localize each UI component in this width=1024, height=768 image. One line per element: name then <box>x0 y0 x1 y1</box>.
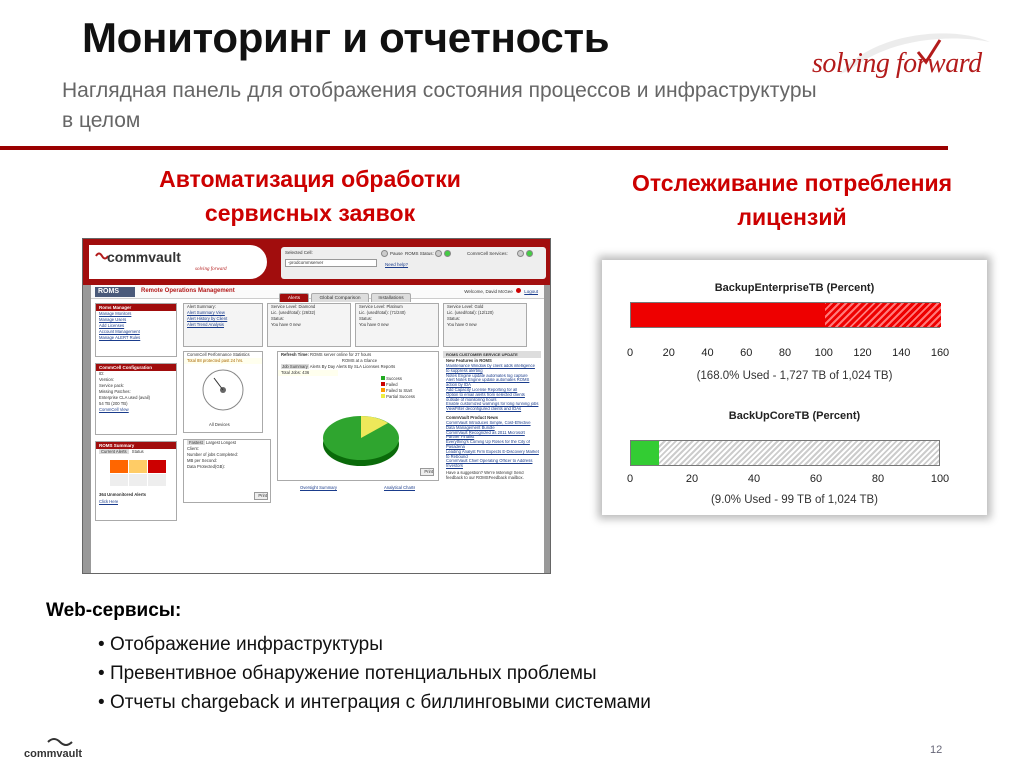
glance-title: ROMS at a Glance <box>341 358 378 363</box>
roms-logo: ROMS <box>95 287 135 297</box>
status-label: Status: <box>447 316 461 321</box>
account-management-link[interactable]: Account Management <box>99 329 140 334</box>
need-help-link[interactable]: Need help? <box>385 262 409 267</box>
tick-label: 20 <box>662 347 675 359</box>
tick-label: 60 <box>809 473 823 485</box>
tick-label: 40 <box>701 347 714 359</box>
roms-manager-header: Roms Manager <box>96 304 176 311</box>
news-column <box>443 351 541 571</box>
alert-cell[interactable] <box>110 460 128 473</box>
tab-reports[interactable]: Reports <box>380 364 396 369</box>
selected-cell-select[interactable]: -prodcommserver <box>285 259 377 267</box>
services-indicator <box>517 250 524 257</box>
news-item[interactable]: Enable customized warnings for long running jobs <box>446 402 539 407</box>
alert-cell[interactable] <box>148 460 166 473</box>
footer-logo <box>24 736 114 762</box>
commcell-view-link[interactable]: CommCell View <box>99 407 129 412</box>
perf-note: Total 88 protected past 24 hrs. <box>184 358 262 364</box>
lic-value: (12/120) <box>477 310 494 315</box>
commcell-config-header: CommCell Configuration <box>96 364 176 371</box>
service-level-label: Service Level: <box>271 304 298 309</box>
lic-label: Lic. (used/total): <box>271 310 301 315</box>
tick-label: 140 <box>892 347 911 359</box>
brand-logo <box>800 24 1000 80</box>
chart-title-core: BackUpCoreTB (Percent) <box>728 410 861 422</box>
all-devices-label: All Devices <box>209 422 230 427</box>
ticks-core <box>626 473 950 485</box>
refresh-time-label: Refresh Time: <box>281 352 309 357</box>
legend-failed: Failed <box>386 382 398 387</box>
usage-note-core: (9.0% Used - 99 TB of 1,024 TB) <box>710 494 879 506</box>
alert-grid <box>110 460 166 486</box>
perf-stats-panel <box>183 351 263 433</box>
alert-cell[interactable] <box>129 474 147 487</box>
roms-summary-tabs <box>96 449 176 455</box>
click-here-link[interactable]: Click Here <box>99 499 119 504</box>
suggestion-text: Have a suggestion? We're listening! Send feedback to our ROMSFeedback mailbox. <box>446 470 524 480</box>
commvault-mark-icon <box>46 736 74 748</box>
tab-alerts[interactable]: Alerts <box>279 293 309 302</box>
welcome-user: Welcome, David McGee <box>464 289 513 294</box>
lic-label: Lic. (used/total): <box>359 310 389 315</box>
tab-global-comparison[interactable]: Global Comparison <box>311 293 369 302</box>
product-news-item[interactable]: Everything's Coming Up Roses for the City of Pasadena <box>446 440 530 449</box>
logout-link[interactable]: Logout <box>524 289 538 294</box>
roms-screenshot <box>82 238 551 574</box>
data-protected-label: Data Protected(GB): <box>187 464 225 469</box>
config-version: Version: <box>99 377 115 382</box>
selected-cell-label: Selected Cell: <box>285 250 313 255</box>
new-features-title: New Features in ROMS <box>446 358 492 363</box>
unmonitored-alerts-count: 364 Unmonitored Alerts <box>99 492 147 497</box>
manage-alert-rules-link[interactable]: Manage ALERT Rules <box>99 335 141 340</box>
legend-success: Success <box>386 376 402 381</box>
commcell-config-panel <box>95 363 177 435</box>
job-pie-chart <box>316 410 406 470</box>
news-item[interactable]: Notes Engine update automates log capture <box>446 373 528 378</box>
service-level-diamond <box>267 303 351 347</box>
config-missing-patches: Missing Patches: <box>99 389 131 394</box>
bar-track-enterprise <box>630 302 940 328</box>
roms-status-ok-indicator <box>444 250 451 257</box>
tick-label: 80 <box>778 347 792 359</box>
services-ok-indicator <box>526 250 533 257</box>
license-usage-panel <box>602 260 987 515</box>
roms-status-label: ROMS Status: <box>405 251 434 256</box>
section-heading-automation: Автоматизация обработки сервисных заявок <box>159 166 461 226</box>
oversight-summary-link[interactable]: Oversight Summary <box>300 485 337 490</box>
ticks-enterprise <box>626 347 950 359</box>
roms-title: Remote Operations Management <box>141 288 235 294</box>
tab-status[interactable]: Status <box>131 449 144 454</box>
tick-label: 20 <box>685 473 699 485</box>
roms-manager-panel <box>95 303 177 357</box>
bar-fill-BackUpCoreTB <box>631 441 659 465</box>
perf-stats-title: CommCell Performance Statistics <box>187 352 250 357</box>
tick-label: 40 <box>747 473 761 485</box>
news-item[interactable]: ViewFilter deconfigured clients and IDAs <box>446 407 522 412</box>
bar-fill-BackupEnterpriseTB <box>631 303 825 327</box>
config-enterprise-cla: Enterprise CLA used (avail) <box>99 395 150 400</box>
new-alerts-text: You have 0 new <box>447 322 477 327</box>
status-label: Status: <box>271 316 285 321</box>
config-id: ID: <box>99 371 105 376</box>
tick-label: 120 <box>853 347 872 359</box>
roms-status-indicator <box>435 250 442 257</box>
alert-cell[interactable] <box>129 460 147 473</box>
roms-summary-header: ROMS Summary <box>96 442 176 449</box>
alert-summary-view-link[interactable]: Alert Summary View <box>187 310 225 315</box>
manage-users-link[interactable]: Manage Users <box>99 317 127 322</box>
welcome-text <box>464 288 538 294</box>
bar-overflow-BackupEnterpriseTB <box>825 303 941 327</box>
jobs-completed-label: Number of jobs Completed: <box>187 452 238 457</box>
tab-fastest[interactable]: Fastest <box>189 440 203 445</box>
tick-label: 0 <box>626 473 634 485</box>
lic-label: Lic. (used/total): <box>447 310 477 315</box>
support-header: ROMS CUSTOMER SERVICE UPDATE <box>443 351 541 358</box>
commvault-tagline: solving forward <box>195 267 227 272</box>
product-news-item[interactable]: CommVault Chief Operating Officer to Address Investors <box>446 459 533 469</box>
job-legend <box>378 376 415 400</box>
service-level-value: Gold <box>474 304 484 309</box>
tick-label: 100 <box>814 347 833 359</box>
new-alerts-text: You have 0 new <box>271 322 301 327</box>
tab-installations[interactable]: Installations <box>371 293 411 302</box>
status-label: Status: <box>359 316 373 321</box>
header-divider <box>0 146 948 150</box>
tab-alerts-by-day[interactable]: Alerts By Day <box>309 364 336 369</box>
web-service-item: • Отчеты chargeback и интеграция с биллинговыми системами <box>98 688 651 717</box>
pause-radio[interactable] <box>381 250 388 257</box>
product-news-item[interactable]: CommVault Introduces Simple, Cost-Effective Data Management Bundle <box>446 420 531 430</box>
product-news-item[interactable]: Leading Analyst Firm Expects E-Discovery Market to Rebound <box>446 449 539 459</box>
web-service-item: • Превентивное обнаружение потенциальных проблемы <box>98 659 651 688</box>
news-item[interactable]: Alert Notes Engine update automates ROMS action by IDA <box>446 378 530 388</box>
commvault-logo: commvault <box>107 249 181 265</box>
client-label: Client: <box>187 446 199 451</box>
tick-label: 100 <box>930 473 950 485</box>
tick-label: 80 <box>871 473 885 485</box>
manage-monitors-link[interactable]: Manage Monitors <box>99 311 132 316</box>
news-item[interactable]: Option to email alerts from selected clients outside of monitoring hours <box>446 392 525 402</box>
pause-label: Pause <box>390 251 403 256</box>
analytical-charts-link[interactable]: Analytical Charts <box>384 485 416 490</box>
gauge-icon <box>184 364 262 420</box>
tab-longest[interactable]: Longest <box>221 440 236 445</box>
section-heading-licenses: Отслеживание потребления лицензий <box>631 170 953 230</box>
news-item[interactable]: Maintenance Window by client adds intelligence to suppress alerting <box>446 364 535 373</box>
page-number: 12 <box>930 744 943 756</box>
chart-title-enterprise: BackupEnterpriseTB (Percent) <box>714 282 875 294</box>
service-level-value: Platinum <box>386 304 403 309</box>
alert-history-link[interactable]: Alert History by Client <box>187 316 228 321</box>
commcell-services-label: CommCell Services: <box>467 251 508 256</box>
tab-licenses[interactable]: Licenses <box>362 364 380 369</box>
tab-largest[interactable]: Largest <box>205 440 220 445</box>
usage-note-enterprise: (168.0% Used - 1,727 TB of 1,024 TB) <box>696 370 893 382</box>
tick-label: 60 <box>740 347 753 359</box>
web-service-item: • Отображение инфраструктуры <box>98 630 651 659</box>
tick-label: 160 <box>930 347 950 359</box>
add-licenses-link[interactable]: Add Licenses <box>99 323 125 328</box>
glance-print-button[interactable]: Print <box>420 468 434 476</box>
web-services-list <box>98 630 651 717</box>
config-service-pack: Service pack: <box>99 383 125 388</box>
roms-online-text: ROMS server online for 27 hours <box>310 352 372 357</box>
print-button[interactable]: Print <box>254 492 268 500</box>
service-level-label: Service Level: <box>359 304 386 309</box>
roms-summary-panel <box>95 441 177 521</box>
slide-subtitle: Наглядная панель для отображения состояния процессов и инфраструктуры в целом <box>62 79 817 132</box>
bar-track-core <box>630 440 940 466</box>
legend-failed-to-start: Failed to Start <box>386 388 413 393</box>
product-news-title: CommVault Product News <box>446 414 499 420</box>
alert-summary-panel <box>183 303 263 347</box>
logout-icon[interactable] <box>516 288 521 293</box>
brand-text: solving forward <box>812 48 982 79</box>
tab-current-alerts[interactable]: Current Alerts <box>101 449 127 454</box>
web-services-title: Web-сервисы: <box>46 600 182 621</box>
service-level-gold <box>443 303 527 347</box>
alert-trend-link[interactable]: Alert Trend Analysis <box>187 322 225 327</box>
lic-value: (26/32) <box>301 310 316 315</box>
lic-value: (71/240) <box>389 310 406 315</box>
news-item[interactable]: Add Capacity License Reporting for all <box>446 387 518 392</box>
tab-job-summary[interactable]: Job Summary <box>282 364 308 369</box>
legend-partial-success: Partial Success <box>386 394 416 399</box>
roms-header <box>83 239 551 285</box>
alert-cell[interactable] <box>110 474 128 487</box>
service-level-label: Service Level: <box>447 304 474 309</box>
config-cla-value: 54 TB (200 TB) <box>99 401 128 406</box>
alert-summary-label: Alert Summary: <box>187 304 216 309</box>
total-jobs: Total Jobs: 436 <box>278 370 338 376</box>
product-news-item[interactable]: CommVault Recognized as 2011 Microsoft Partner Finalist <box>446 430 525 440</box>
service-level-platinum <box>355 303 439 347</box>
service-level-value: Diamond <box>298 304 316 309</box>
new-alerts-text: You have 0 new <box>359 322 389 327</box>
glance-panel <box>277 351 439 481</box>
client-panel <box>183 439 271 503</box>
roms-body <box>91 285 544 574</box>
tab-alerts-by-sla[interactable]: Alerts By SLA <box>336 364 362 369</box>
alert-cell[interactable] <box>148 474 166 487</box>
slide-title: Мониторинг и отчетность <box>82 14 610 61</box>
mb-per-second-label: MB per Second: <box>187 458 218 463</box>
cell-controls <box>281 247 546 279</box>
tick-label: 0 <box>626 347 634 359</box>
footer-logo-text: commvault <box>24 748 83 760</box>
